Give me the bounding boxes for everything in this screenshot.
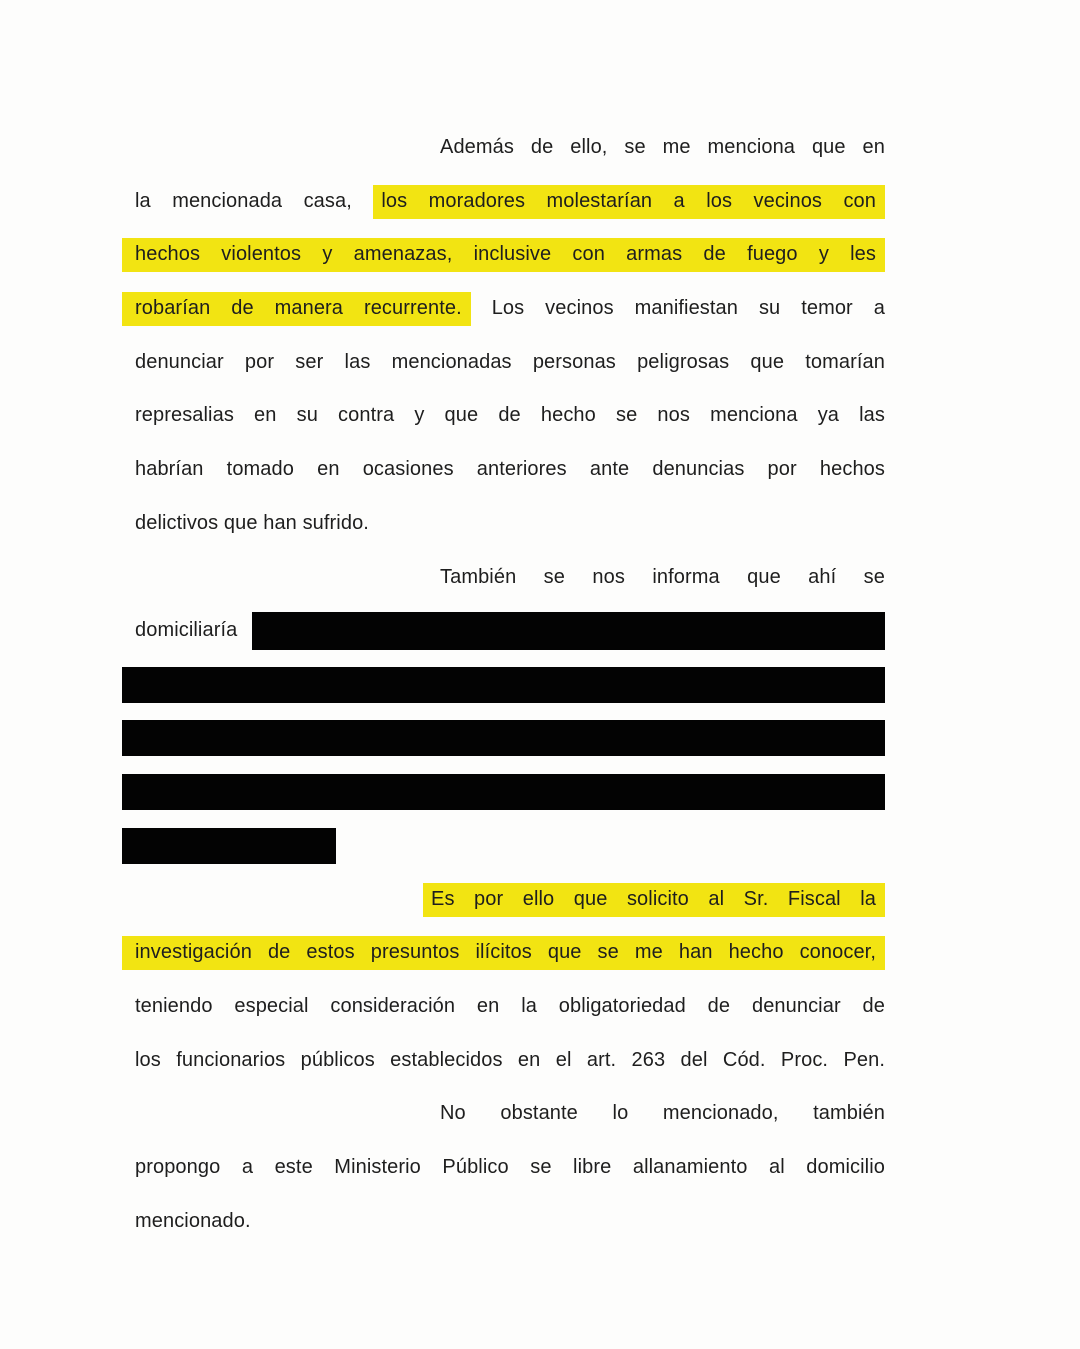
paragraph1-line3 xyxy=(135,228,885,282)
paragraph3-line1 xyxy=(135,873,885,927)
redaction-bar xyxy=(122,774,885,810)
text-run: teniendo especial consideración en la obligatoriedad de denunciar de xyxy=(135,995,885,1017)
paragraph1-line1 xyxy=(135,121,885,175)
redaction-bar xyxy=(252,612,885,650)
redacted-line-1 xyxy=(135,658,885,712)
redacted-line-2 xyxy=(135,712,885,766)
text-run: propongo a este Ministerio Público se libre allanamiento al domicilio xyxy=(135,1156,885,1179)
paragraph1-line7 xyxy=(135,443,885,497)
paragraph4-line3 xyxy=(135,1195,885,1249)
paragraph4-line1 xyxy=(135,1087,885,1141)
paragraph2-line2 xyxy=(135,604,885,658)
paragraph1-line4 xyxy=(135,282,885,336)
paragraph4-line2 xyxy=(135,1141,885,1195)
redacted-line-3 xyxy=(135,765,885,819)
document-body xyxy=(135,121,885,1248)
highlighted-text: hechos violentos y amenazas, inclusive con armas de fuego y les xyxy=(122,238,885,272)
highlighted-text: robarían de manera recurrente. xyxy=(122,292,471,326)
redaction-bar xyxy=(122,720,885,756)
text-run: Además de ello, se me menciona que en xyxy=(440,136,885,158)
paragraph1-line2 xyxy=(135,175,885,229)
text-run: No obstante lo mencionado, también xyxy=(440,1102,885,1125)
text-run: los funcionarios públicos establecidos en el art. 263 del Cód. Proc. Pen. xyxy=(135,1048,885,1071)
highlighted-text: los moradores molestarían a los vecinos con xyxy=(373,185,885,219)
redacted-line-4 xyxy=(135,819,885,873)
paragraph1-line8 xyxy=(135,497,885,551)
text-run: delictivos que han sufrido. xyxy=(135,511,369,534)
redaction-bar xyxy=(122,667,885,703)
paragraph3-line2 xyxy=(135,926,885,980)
text-run: También se nos informa que ahí se xyxy=(440,565,885,588)
text-run: Los vecinos manifiestan su temor a xyxy=(491,297,885,320)
highlighted-text: investigación de estos presuntos ilícitos que se me han hecho conocer, xyxy=(122,936,885,970)
paragraph1-line5 xyxy=(135,336,885,390)
text-run: domiciliaría xyxy=(135,619,238,642)
redaction-bar xyxy=(122,828,336,864)
paragraph3-line3 xyxy=(135,980,885,1034)
text-run: represalias en su contra y que de hecho se nos menciona ya las xyxy=(135,404,885,427)
text-run: mencionado. xyxy=(135,1209,251,1232)
paragraph1-line6 xyxy=(135,389,885,443)
text-run: denunciar por ser las mencionadas personas peligrosas que tomarían xyxy=(135,350,885,373)
highlighted-text: Es por ello que solicito al Sr. Fiscal la xyxy=(423,883,885,917)
paragraph2-line1 xyxy=(135,551,885,605)
paragraph3-line4 xyxy=(135,1034,885,1088)
text-run: la mencionada casa, xyxy=(135,189,352,212)
text-run: habrían tomado en ocasiones anteriores ante denuncias por hechos xyxy=(135,458,885,481)
